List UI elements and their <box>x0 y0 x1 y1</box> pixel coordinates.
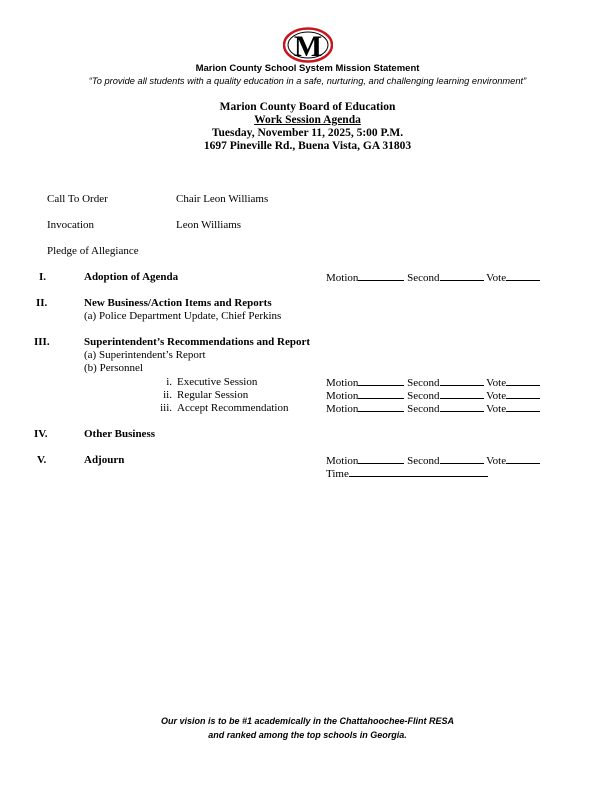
vote-line: Motion Second Vote <box>326 271 540 284</box>
roman-numeral: iii. <box>160 402 172 414</box>
meeting-address: 1697 Pineville Rd., Buena Vista, GA 31803 <box>203 140 412 152</box>
vision-line-1: Our vision is to be #1 academically in the Chattahoochee-Flint RESA <box>160 716 455 726</box>
opening-value: Chair Leon Williams <box>176 193 269 205</box>
vote-line: Motion Second Vote <box>326 376 540 389</box>
section-numeral: V. <box>37 454 47 466</box>
roman-numeral: i. <box>166 376 172 388</box>
personnel-item: Regular Session <box>177 389 249 401</box>
personnel-item: Executive Session <box>177 376 258 388</box>
section-title: Other Business <box>84 428 156 440</box>
opening-value: Leon Williams <box>176 219 242 231</box>
section-subitem: (a) Superintendent’s Report <box>84 349 206 361</box>
opening-label: Pledge of Allegiance <box>47 245 139 257</box>
roman-numeral: ii. <box>163 389 172 401</box>
section-title: New Business/Action Items and Reports <box>84 297 272 309</box>
mission-statement: “To provide all students with a quality education in a safe, nurturing, and challenging learning environment” <box>88 76 527 86</box>
section-title: Adoption of Agenda <box>84 271 179 283</box>
logo-letter: M <box>293 30 323 63</box>
opening-label: Invocation <box>47 219 95 231</box>
vote-line: Motion Second Vote <box>326 389 540 402</box>
section-numeral: IV. <box>34 428 48 440</box>
vote-line: Motion Second Vote <box>326 402 540 415</box>
time-line: Time <box>326 467 488 480</box>
section-title: Adjourn <box>84 454 125 466</box>
meeting-date: Tuesday, November 11, 2025, 5:00 P.M. <box>211 127 404 139</box>
district-logo <box>283 27 333 63</box>
agenda-title: Work Session Agenda <box>254 114 361 126</box>
section-numeral: II. <box>36 297 48 309</box>
section-numeral: III. <box>34 336 50 348</box>
section-subitem: (a) Police Department Update, Chief Perkins <box>84 310 282 322</box>
mission-title: Marion County School System Mission Statement <box>195 63 420 74</box>
vote-line: Motion Second Vote <box>326 454 540 467</box>
section-title: Superintendent’s Recommendations and Report <box>84 336 311 348</box>
section-subitem: (b) Personnel <box>84 362 143 374</box>
vision-line-2: and ranked among the top schools in Georgia. <box>208 730 407 740</box>
opening-label: Call To Order <box>47 193 108 205</box>
board-name: Marion County Board of Education <box>219 101 396 113</box>
personnel-item: Accept Recommendation <box>177 402 289 414</box>
section-numeral: I. <box>39 271 47 283</box>
